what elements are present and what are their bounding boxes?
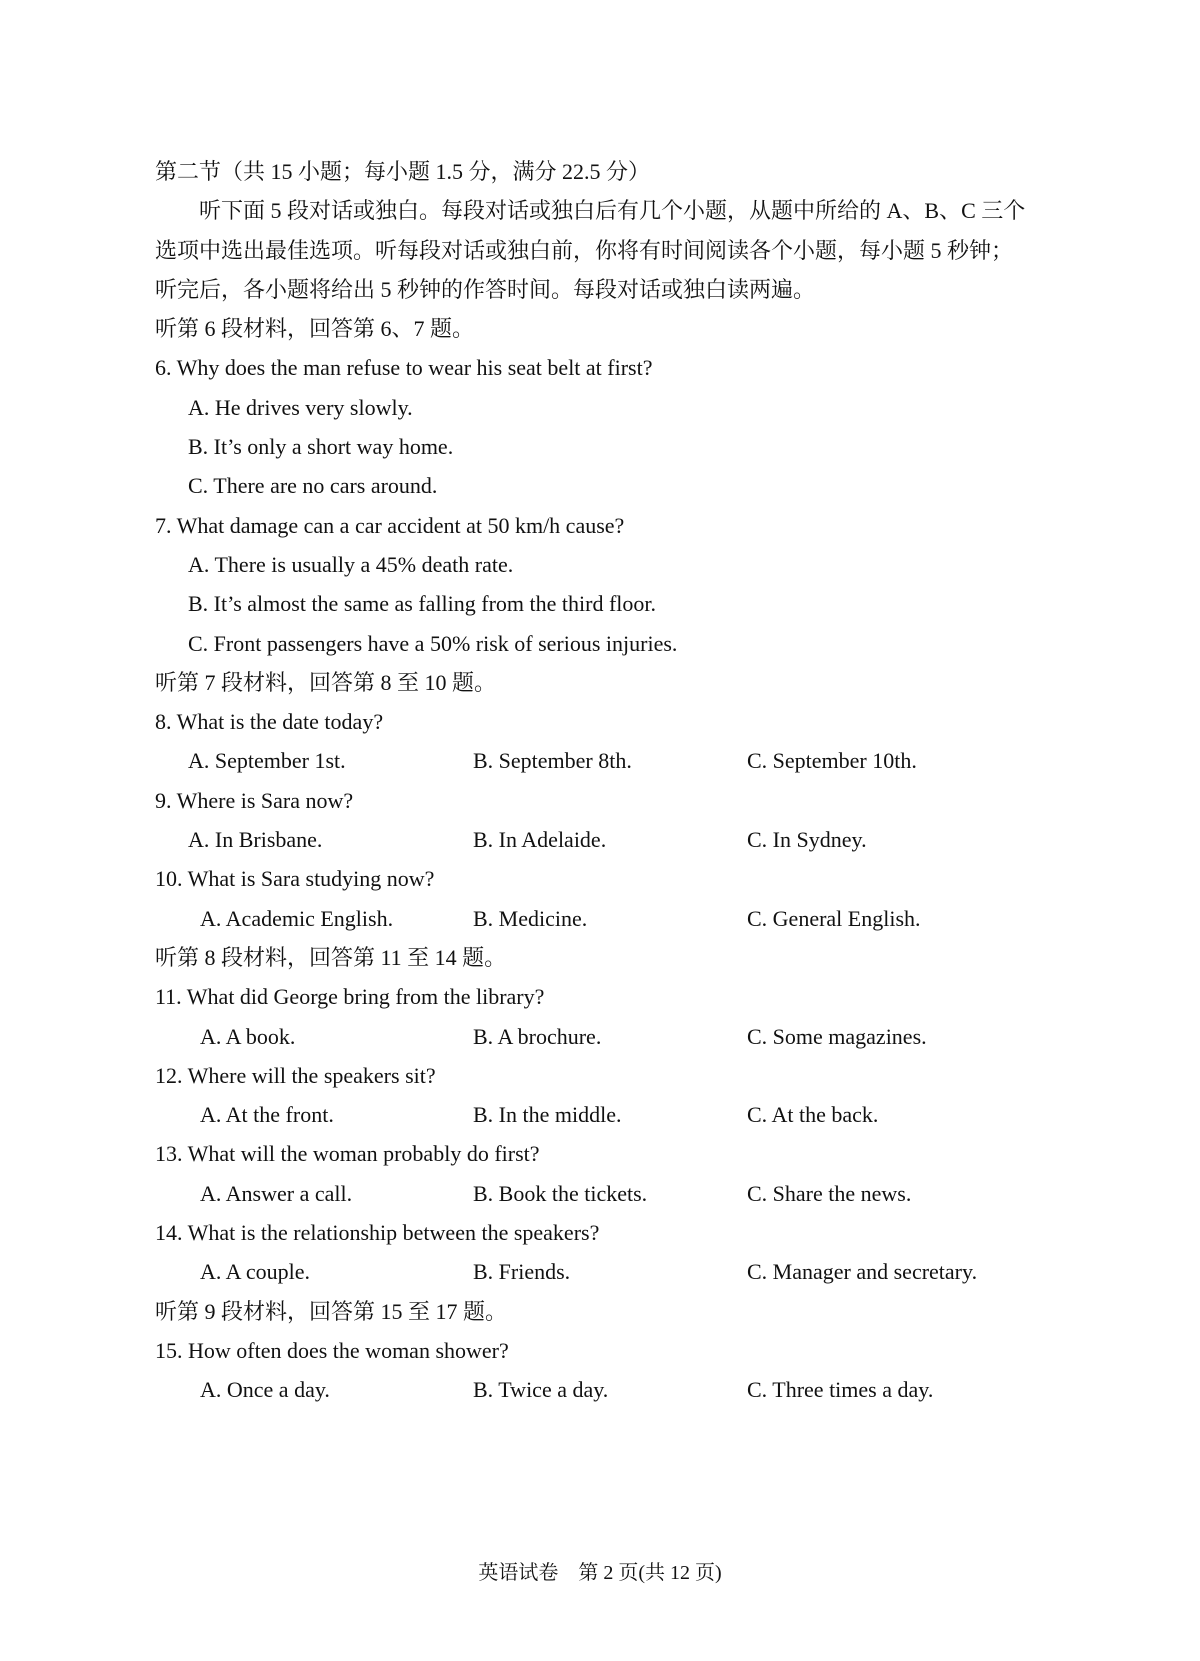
question-8-option-b: B. September 8th. [473, 748, 632, 774]
question-15-option-b: B. Twice a day. [473, 1377, 609, 1403]
question-7-option-a: A. There is usually a 45% death rate. [188, 551, 514, 577]
question-8-stem: 8. What is the date today? [155, 709, 384, 735]
question-9-options [155, 820, 1055, 859]
question-11-stem: 11. What did George bring from the library? [155, 984, 545, 1010]
question-8-option-c: C. September 10th. [747, 748, 917, 774]
question-11-options [155, 1017, 1055, 1056]
page-footer: 英语试卷 第 2 页(共 12 页) [478, 1562, 722, 1584]
question-10-options [155, 899, 1055, 938]
question-6-option-b: B. It’s only a short way home. [188, 434, 454, 460]
question-12-options [155, 1095, 1055, 1134]
question-6-option-a: A. He drives very slowly. [188, 394, 413, 420]
question-7-option-c: C. Front passengers have a 50% risk of serious injuries. [188, 630, 678, 656]
question-10-option-c: C. General English. [747, 905, 921, 931]
question-9-option-a: A. In Brisbane. [188, 827, 323, 853]
instructions-paragraph [155, 191, 1055, 309]
question-11-option-c: C. Some magazines. [747, 1023, 927, 1049]
question-12-option-b: B. In the middle. [473, 1102, 622, 1128]
question-12-option-a: A. At the front. [200, 1102, 334, 1128]
exam-content [155, 152, 1055, 1410]
question-13-option-c: C. Share the news. [747, 1180, 912, 1206]
question-13-option-b: B. Book the tickets. [473, 1180, 648, 1206]
question-8-options [155, 741, 1055, 780]
question-15-options [155, 1370, 1055, 1409]
material-8-heading: 听第 8 段材料，回答第 11 至 14 题。 [155, 944, 507, 970]
question-14-option-b: B. Friends. [473, 1259, 571, 1285]
material-9-heading: 听第 9 段材料，回答第 15 至 17 题。 [155, 1298, 508, 1324]
question-7-option-b: B. It’s almost the same as falling from the third floor. [188, 591, 657, 617]
question-13-option-a: A. Answer a call. [200, 1180, 353, 1206]
instruction-line-3: 听完后，各小题将给出 5 秒钟的作答时间。每段对话或独白读两遍。 [155, 276, 816, 302]
question-10-option-b: B. Medicine. [473, 905, 588, 931]
section-heading: 第二节（共 15 小题；每小题 1.5 分，满分 22.5 分） [155, 159, 651, 184]
question-8-option-a: A. September 1st. [188, 748, 346, 774]
question-11-option-a: A. A book. [200, 1023, 296, 1049]
instruction-line-2: 选项中选出最佳选项。听每段对话或独白前，你将有时间阅读各个小题，每小题 5 秒钟； [155, 237, 1014, 263]
question-12-stem: 12. Where will the speakers sit? [155, 1062, 436, 1088]
question-6-stem: 6. Why does the man refuse to wear his seat belt at first? [155, 355, 653, 381]
question-9-stem: 9. Where is Sara now? [155, 787, 354, 813]
question-15-option-c: C. Three times a day. [747, 1377, 934, 1403]
question-14-stem: 14. What is the relationship between the speakers? [155, 1220, 600, 1246]
material-6-heading: 听第 6 段材料，回答第 6、7 题。 [155, 316, 475, 342]
material-7-heading: 听第 7 段材料，回答第 8 至 10 题。 [155, 669, 497, 695]
question-9-option-c: C. In Sydney. [747, 827, 867, 853]
instruction-line-1: 听下面 5 段对话或独白。每段对话或独白后有几个小题，从题中所给的 A、B、C 三个 [199, 198, 1026, 224]
question-15-option-a: A. Once a day. [200, 1377, 330, 1403]
question-12-option-c: C. At the back. [747, 1102, 879, 1128]
question-13-stem: 13. What will the woman probably do first? [155, 1141, 540, 1167]
question-14-option-c: C. Manager and secretary. [747, 1259, 978, 1285]
question-9-option-b: B. In Adelaide. [473, 827, 607, 853]
question-14-option-a: A. A couple. [200, 1259, 310, 1285]
question-10-option-a: A. Academic English. [200, 905, 394, 931]
question-15-stem: 15. How often does the woman shower? [155, 1337, 509, 1363]
question-7-stem: 7. What damage can a car accident at 50 km/h cause? [155, 512, 625, 538]
question-6-option-c: C. There are no cars around. [188, 473, 438, 499]
question-10-stem: 10. What is Sara studying now? [155, 866, 435, 892]
question-14-options [155, 1252, 1055, 1291]
question-13-options [155, 1174, 1055, 1213]
question-11-option-b: B. A brochure. [473, 1023, 602, 1049]
